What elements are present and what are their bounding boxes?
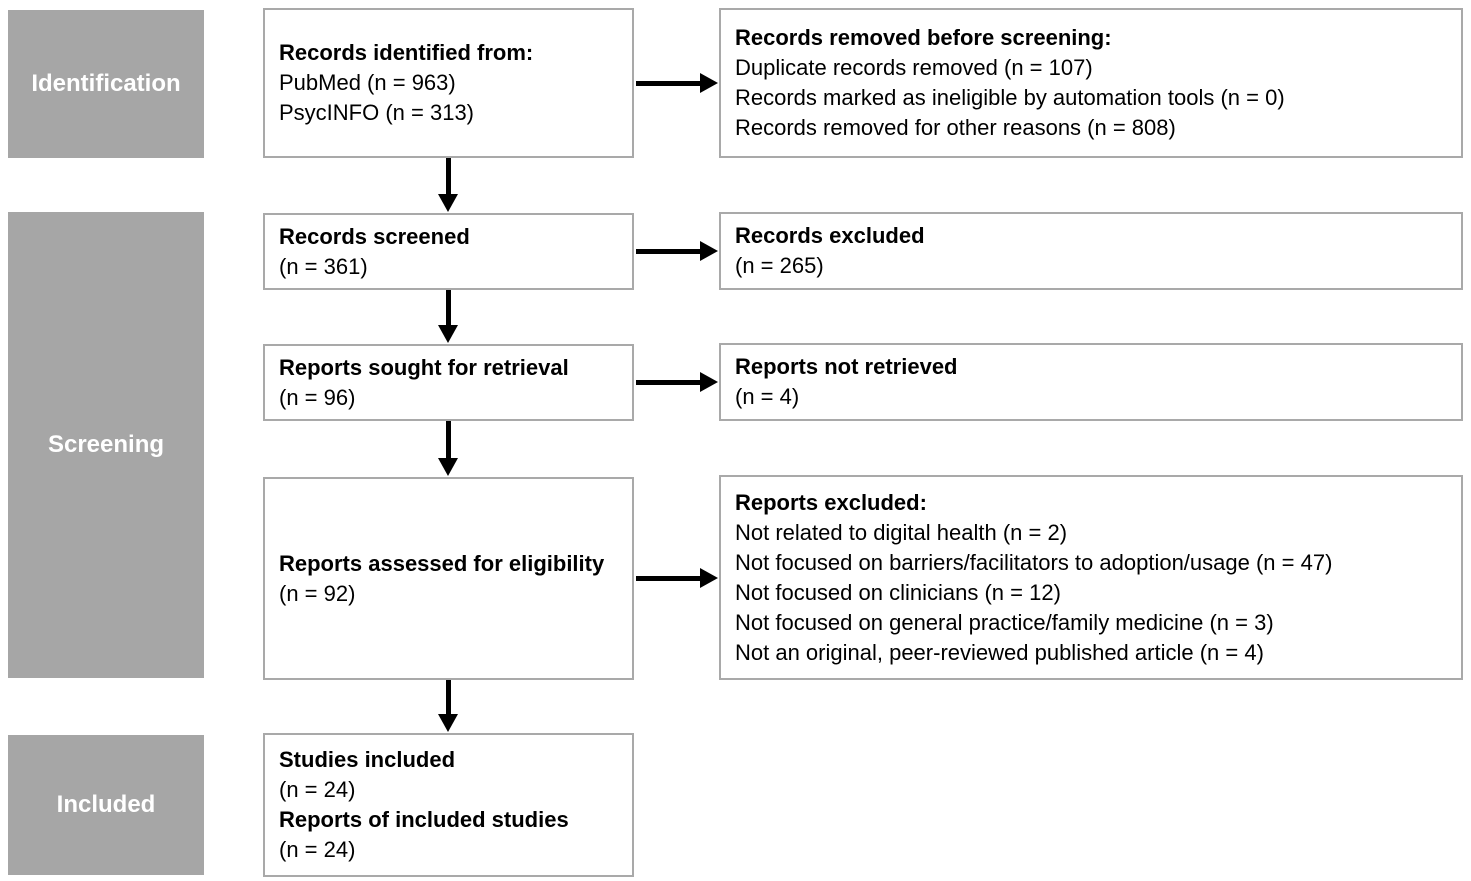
box-records-removed (719, 8, 1463, 158)
reports-sought-title: Reports sought for retrieval (279, 354, 569, 380)
arrow-identified-to-screened (446, 158, 451, 195)
arrow-screened-to-excluded (636, 249, 701, 254)
reports-excluded-reason-digital-health: Not related to digital health (n = 2) (735, 519, 1068, 545)
arrow-identified-to-removed (636, 81, 701, 86)
reports-sought-count: (n = 96) (279, 384, 356, 410)
records-identified-source-pubmed: PubMed (n = 963) (279, 70, 456, 95)
arrow-assessed-to-reports-excluded (636, 576, 701, 581)
box-reports-sought (263, 344, 634, 421)
records-identified-source-psycinfo: PsycINFO (n = 313) (279, 100, 475, 125)
records-removed-other: Records removed for other reasons (n = 808) (735, 115, 1176, 140)
records-excluded-title: Records excluded (735, 223, 925, 248)
reports-of-included-title: Reports of included studies (279, 807, 569, 832)
arrow-sought-to-not-retrieved (636, 380, 701, 385)
box-reports-excluded (719, 475, 1463, 680)
reports-of-included-count: (n = 24) (279, 837, 356, 862)
box-records-screened (263, 213, 634, 290)
stage-included-label: Included (56, 791, 156, 818)
stage-identification (8, 10, 204, 158)
reports-excluded-reason-clinicians: Not focused on clinicians (n = 12) (735, 579, 1061, 605)
records-removed-title: Records removed before screening: (735, 25, 1112, 50)
box-reports-not-retrieved (719, 343, 1463, 421)
stage-screening (8, 212, 204, 678)
arrow-sought-to-assessed (446, 421, 451, 459)
arrow-screened-to-sought (446, 290, 451, 326)
reports-not-retrieved-title: Reports not retrieved (735, 354, 958, 379)
box-records-identified (263, 8, 634, 158)
studies-included-count: (n = 24) (279, 777, 356, 802)
reports-assessed-title: Reports assessed for eligibility (279, 550, 605, 576)
reports-excluded-reason-general-practice: Not focused on general practice/family medicine (n = 3) (735, 609, 1274, 635)
stage-screening-label: Screening (47, 431, 165, 458)
box-reports-assessed (263, 477, 634, 680)
records-excluded-count: (n = 265) (735, 253, 824, 278)
arrow-assessed-to-included (446, 680, 451, 715)
studies-included-title: Studies included (279, 747, 456, 772)
box-studies-included (263, 733, 634, 877)
records-screened-count: (n = 361) (279, 253, 368, 279)
records-identified-title: Records identified from: (279, 40, 534, 65)
reports-assessed-count: (n = 92) (279, 580, 356, 606)
records-removed-duplicates: Duplicate records removed (n = 107) (735, 55, 1093, 80)
reports-excluded-title: Reports excluded: (735, 489, 927, 515)
reports-not-retrieved-count: (n = 4) (735, 384, 800, 409)
reports-excluded-reason-not-original: Not an original, peer-reviewed published article (n = 4) (735, 639, 1264, 665)
box-records-excluded (719, 212, 1463, 290)
records-screened-title: Records screened (279, 223, 470, 249)
stage-identification-label: Identification (31, 70, 181, 97)
stage-included (8, 735, 204, 875)
reports-excluded-reason-barriers: Not focused on barriers/facilitators to adoption/usage (n = 47) (735, 549, 1333, 575)
records-removed-automation: Records marked as ineligible by automation tools (n = 0) (735, 85, 1285, 110)
